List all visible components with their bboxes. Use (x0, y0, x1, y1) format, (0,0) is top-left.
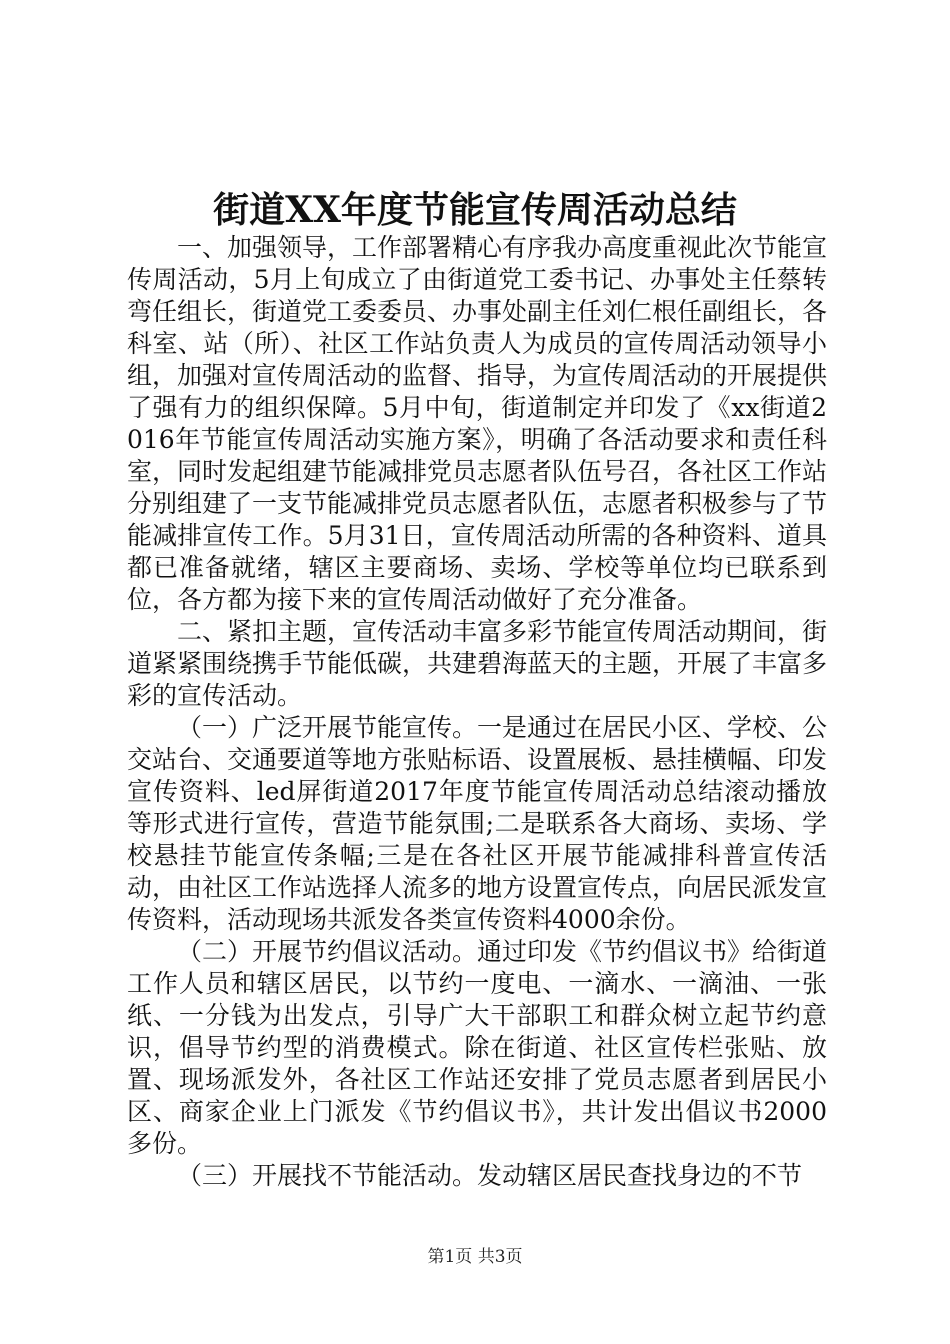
document-body (127, 232, 827, 1192)
document-title: 街道XX年度节能宣传周活动总结 (213, 189, 737, 231)
paragraph-3: （一）广泛开展节能宣传。一是通过在居民小区、学校、公交站台、交通要道等地方张贴标语、设置展板、悬挂横幅、印发宣传资料、led屏街道2017年度节能宣传周活动总结滚动播放等形式进行宣传，营造节能氛围;二是联系各大商场、卖场、学校悬挂节能宣传条幅;三是在各社区开展节能减排科普宣传活动，由社区工作站选择人流多的地方设置宣传点，向居民派发宣传资料，活动现场共派发各类宣传资料4000余份。 (127, 713, 828, 934)
paragraph-4: （二）开展节约倡议活动。通过印发《节约倡议书》给街道工作人员和辖区居民，以节约一度电、一滴水、一滴油、一张纸、一分钱为出发点，引导广大干部职工和群众树立起节约意识，倡导节约型的消费模式。除在街道、社区宣传栏张贴、放置、现场派发外，各社区工作站还安排了党员志愿者到居民小区、商家企业上门派发《节约倡议书》，共计发出倡议书2000多份。 (127, 937, 828, 1158)
paragraph-5: （三）开展找不节能活动。发动辖区居民查找身边的不节 (177, 1161, 803, 1190)
paragraph-2: 二、紧扣主题，宣传活动丰富多彩节能宣传周活动期间，街道紧紧围绕携手节能低碳，共建碧海蓝天的主题，开展了丰富多彩的宣传活动。 (127, 617, 828, 710)
paragraph-1: 一、加强领导，工作部署精心有序我办高度重视此次节能宣传周活动，5月上旬成立了由街道党工委书记、办事处主任蔡转弯任组长，街道党工委委员、办事处副主任刘仁根任副组长，各科室、站（所）、社区工作站负责人为成员的宣传周活动领导小组，加强对宣传周活动的监督、指导，为宣传周活动的开展提供了强有力的组织保障。5月中旬，街道制定并印发了《xx街道2016年节能宣传周活动实施方案》，明确了各活动要求和责任科室，同时发起组建节能减排党员志愿者队伍号召，各社区工作站分别组建了一支节能减排党员志愿者队伍，志愿者积极参与了节能减排宣传工作。5月31日，宣传周活动所需的各种资料、道具都已准备就绪，辖区主要商场、卖场、学校等单位均已联系到位，各方都为接下来的宣传周活动做好了充分准备。 (127, 233, 828, 614)
page-number-footer: 第1页 共3页 (427, 1247, 523, 1267)
